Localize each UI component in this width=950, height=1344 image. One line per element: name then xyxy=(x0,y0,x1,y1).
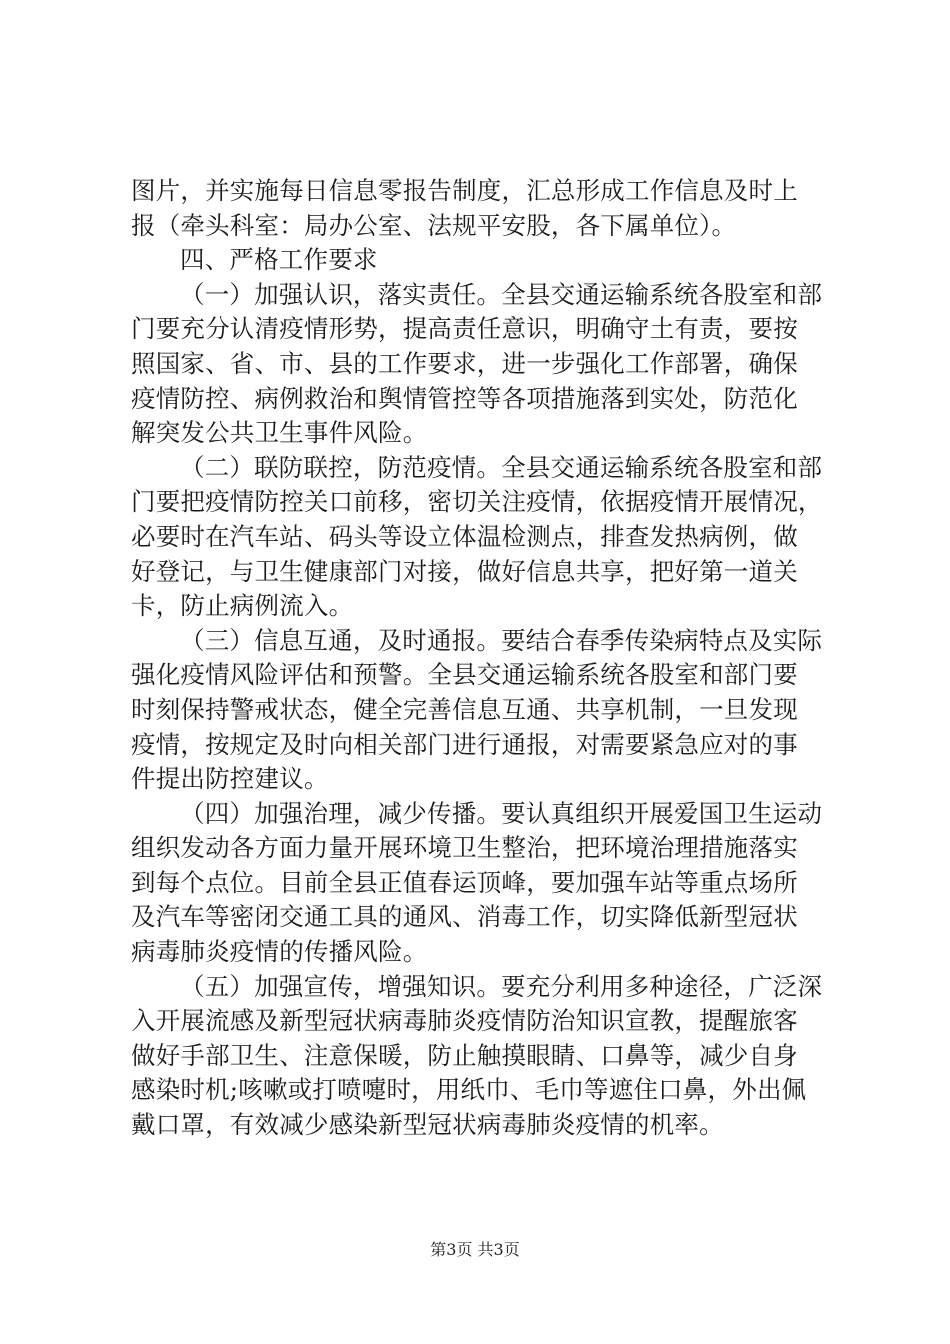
document-body xyxy=(131,174,831,1143)
text-line: 四、严格工作要求 xyxy=(180,245,378,275)
text-line: （五）加强宣传，增强知识。要充分利用多种途径，广泛深 xyxy=(180,971,823,1001)
text-line: 卡，防止病例流入。 xyxy=(131,591,354,621)
text-line: 解突发公共卫生事件风险。 xyxy=(131,418,428,448)
text-line: 强化疫情风险评估和预警。全县交通运输系统各股室和部门要 xyxy=(131,660,798,690)
text-line: 门要充分认清疫情形势，提高责任意识，明确守土有责，要按 xyxy=(131,314,798,344)
text-line: 门要把疫情防控关口前移，密切关注疫情，依据疫情开展情况， xyxy=(131,487,823,517)
text-line: （三）信息互通，及时通报。要结合春季传染病特点及实际 xyxy=(180,625,823,655)
text-line: 戴口罩，有效减少感染新型冠状病毒肺炎疫情的机率。 xyxy=(131,1110,724,1140)
text-line: 时刻保持警戒状态，健全完善信息互通、共享机制，一旦发现 xyxy=(131,694,798,724)
text-line: 疫情，按规定及时向相关部门进行通报，对需要紧急应对的事 xyxy=(131,729,798,759)
text-line: 到每个点位。目前全县正值春运顶峰，要加强车站等重点场所 xyxy=(131,867,798,897)
text-line: 图片，并实施每日信息零报告制度，汇总形成工作信息及时上 xyxy=(131,176,798,205)
text-line: （二）联防联控，防范疫情。全县交通运输系统各股室和部 xyxy=(180,452,823,482)
text-line: 件提出防控建议。 xyxy=(131,764,329,794)
text-line: 入开展流感及新型冠状病毒肺炎疫情防治知识宣教，提醒旅客 xyxy=(131,1006,798,1036)
text-line: 疫情防控、病例救治和舆情管控等各项措施落到实处，防范化 xyxy=(131,383,798,413)
text-line: 组织发动各方面力量开展环境卫生整治，把环境治理措施落实 xyxy=(131,833,798,863)
text-line: 照国家、省、市、县的工作要求，进一步强化工作部署，确保 xyxy=(131,348,798,378)
text-line: （四）加强治理，减少传播。要认真组织开展爱国卫生运动 xyxy=(180,798,823,828)
text-line: 报（牵头科室：局办公室、法规平安股，各下属单位）。 xyxy=(131,210,737,240)
page-number-footer: 第3页 共3页 xyxy=(430,1240,520,1259)
text-line: 做好手部卫生、注意保暖，防止触摸眼睛、口鼻等，减少自身 xyxy=(131,1040,798,1070)
text-line: 病毒肺炎疫情的传播风险。 xyxy=(131,937,428,967)
text-line: 好登记，与卫生健康部门对接，做好信息共享，把好第一道关 xyxy=(131,556,798,586)
text-line: （一）加强认识，落实责任。全县交通运输系统各股室和部 xyxy=(180,279,823,309)
text-line: 及汽车等密闭交通工具的通风、消毒工作，切实降低新型冠状 xyxy=(131,902,798,932)
text-line: 感染时机;咳嗽或打喷嚏时，用纸巾、毛巾等遮住口鼻，外出佩 xyxy=(131,1075,807,1105)
text-line: 必要时在汽车站、码头等设立体温检测点，排查发热病例，做 xyxy=(131,521,798,551)
